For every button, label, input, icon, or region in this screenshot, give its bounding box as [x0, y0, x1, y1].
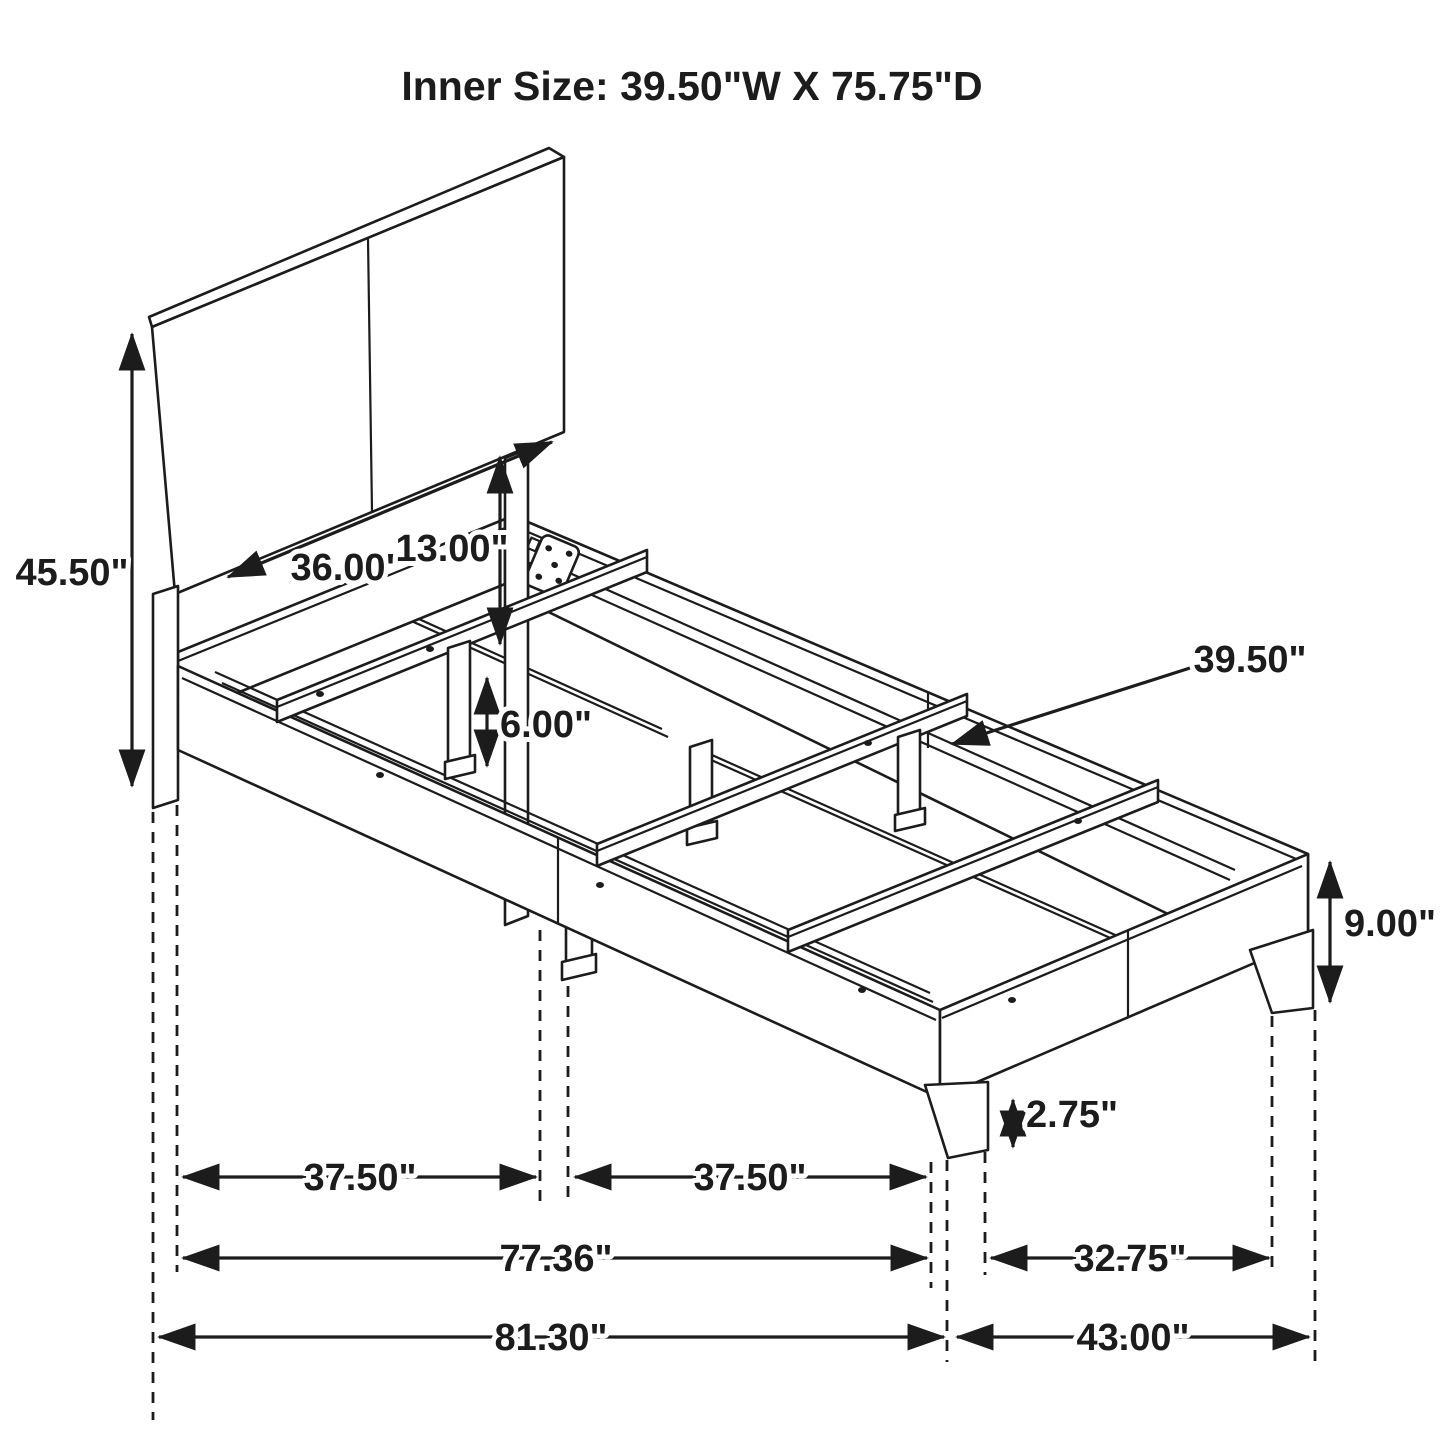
dimension-head-half-length: [183, 1157, 536, 1199]
dimension-rail-height: [1330, 862, 1436, 1002]
dimension-rail-length: [183, 1238, 927, 1280]
dim-label-36-00: 36.00": [290, 547, 404, 589]
dim-label-39-50: 39.50": [1193, 639, 1307, 681]
slat-1-support-leg: [445, 641, 475, 779]
dim-label-77-36: 77.36": [499, 1238, 613, 1280]
dimension-foot-leg-height: [1013, 1094, 1118, 1147]
dimension-headboard-height: [15, 334, 132, 786]
slat-2-far-leg: [895, 730, 925, 831]
dim-label-81-30: 81.30": [494, 1317, 608, 1359]
dimension-foot-inner-width: [991, 1238, 1269, 1280]
foot-left-leg: [925, 1082, 988, 1158]
dim-label-2-75: 2.75": [1026, 1094, 1118, 1136]
dim-label-37-50-right: 37.50": [693, 1157, 807, 1199]
dim-label-43-00: 43.00": [1076, 1317, 1190, 1359]
dimension-slat-length: [952, 639, 1307, 744]
dim-label-9-00: 9.00": [1344, 903, 1436, 945]
headboard-left-leg: [153, 586, 178, 808]
drawing-title: Inner Size: 39.50"W X 75.75"D: [401, 63, 983, 109]
center-leg-foot-half: [687, 740, 717, 845]
dim-label-37-50-left: 37.50": [303, 1157, 417, 1199]
dimension-foot-half-length: [575, 1157, 926, 1199]
dimension-overall-length: [159, 1317, 944, 1359]
dim-label-45-50: 45.50": [15, 552, 129, 594]
dimension-overall-width: [957, 1317, 1309, 1359]
dim-label-6-00: 6.00": [500, 704, 592, 746]
dim-label-32-75: 32.75": [1073, 1238, 1187, 1280]
dim-label-13-00: 13.00": [395, 528, 509, 570]
